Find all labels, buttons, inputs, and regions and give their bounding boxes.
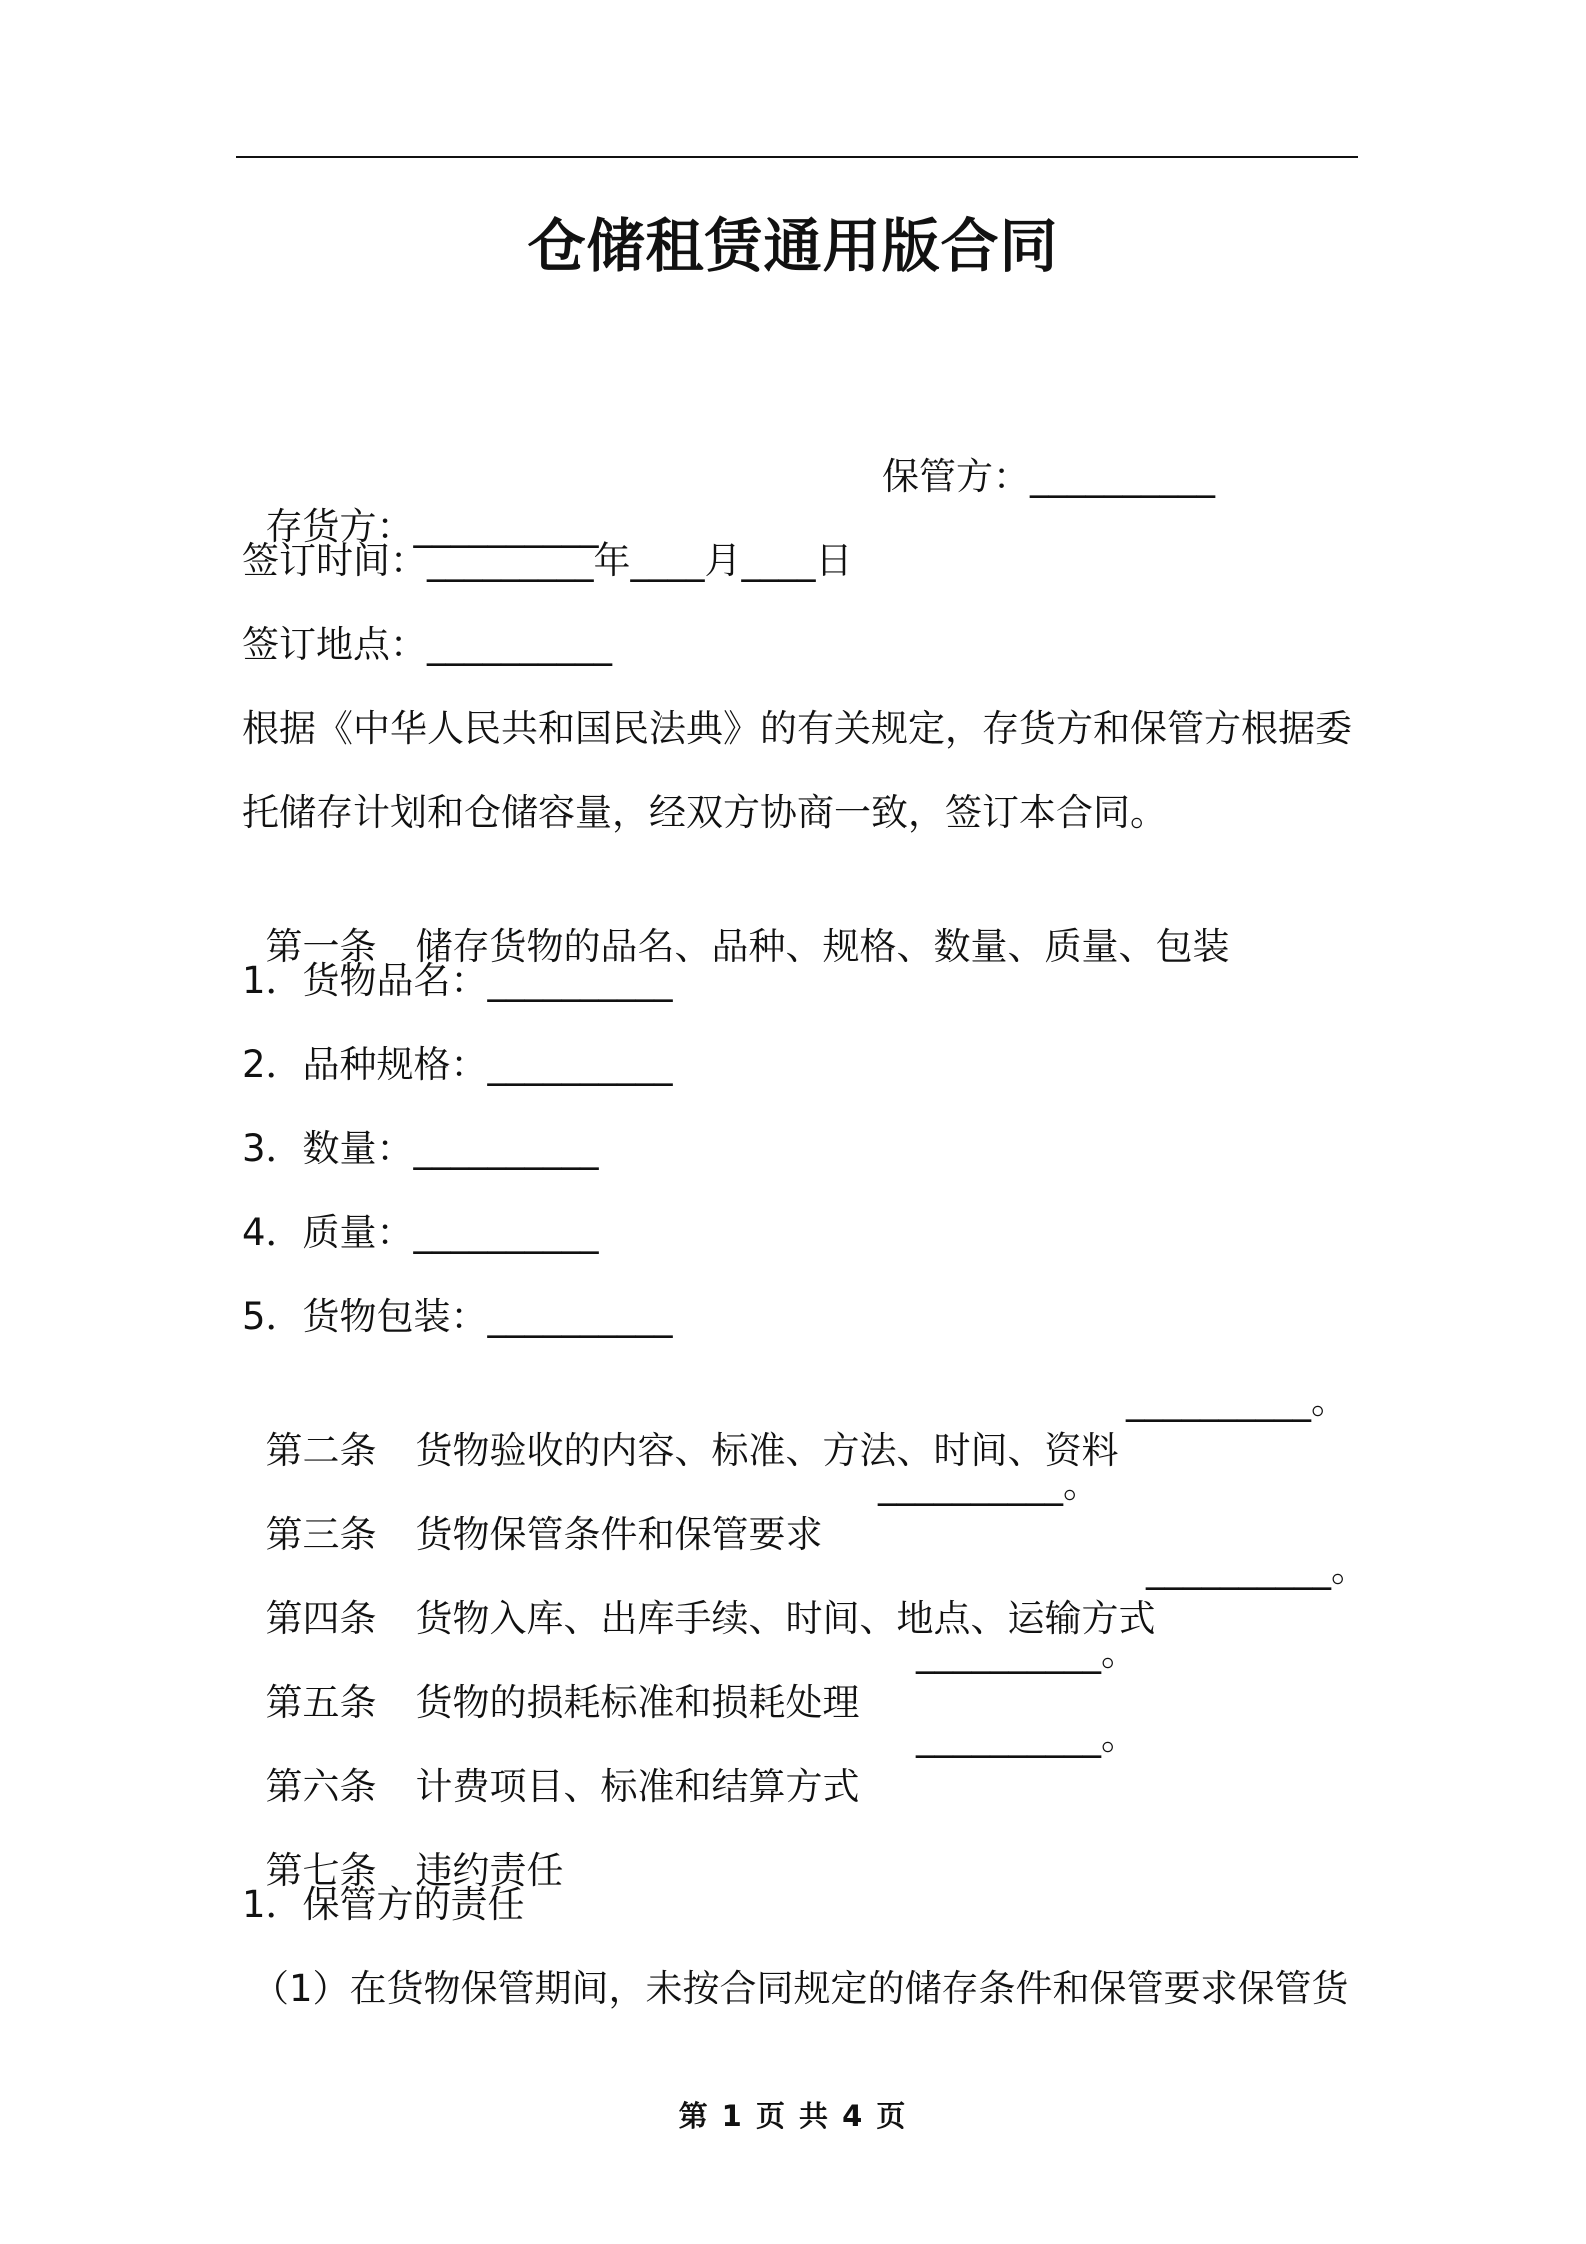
article-6-number: 第六条 bbox=[265, 1765, 377, 1808]
article-5-number: 第五条 bbox=[265, 1681, 377, 1724]
article-5-text: 货物的损耗标准和损耗处理 bbox=[415, 1681, 860, 1724]
article-4-text: 货物入库、出库手续、时间、地点、运输方式 bbox=[415, 1597, 1156, 1640]
item-quality: 4．质量：__________ bbox=[242, 1211, 599, 1254]
keeper-blank: __________ bbox=[1030, 455, 1215, 498]
article-2-blank: __________。 bbox=[1126, 1379, 1348, 1422]
keeper-liability-heading: 1．保管方的责任 bbox=[242, 1883, 525, 1926]
item-quantity: 3．数量：__________ bbox=[242, 1127, 599, 1170]
preamble-line-1: 根据《中华人民共和国民法典》的有关规定，存货方和保管方根据委 bbox=[242, 707, 1352, 750]
header-rule bbox=[236, 156, 1358, 158]
article-2-number: 第二条 bbox=[265, 1429, 377, 1472]
keeper-liability-clause-1: （1）在货物保管期间，未按合同规定的储存条件和保管要求保管货 bbox=[252, 1967, 1349, 2010]
item-goods-name: 1．货物品名：__________ bbox=[242, 959, 673, 1002]
article-4-blank: __________。 bbox=[1146, 1547, 1368, 1590]
sign-time-line: 签订时间：_________年____月____日 bbox=[242, 539, 853, 582]
document-title: 仓储租赁通用版合同 bbox=[527, 212, 1059, 280]
article-7-text: 违约责任 bbox=[415, 1849, 564, 1892]
article-7-number: 第七条 bbox=[265, 1849, 377, 1892]
sign-place-line: 签订地点：__________ bbox=[242, 623, 612, 666]
article-3-text: 货物保管条件和保管要求 bbox=[415, 1513, 823, 1556]
depositor-blank: __________ bbox=[413, 505, 599, 548]
article-6-blank: __________。 bbox=[916, 1715, 1138, 1758]
article-1-number: 第一条 bbox=[265, 925, 377, 968]
page-footer: 第 1 页 共 4 页 bbox=[678, 2099, 908, 2133]
article-1-text: 储存货物的品名、品种、规格、数量、质量、包装 bbox=[415, 925, 1230, 968]
depositor-label: 存货方： bbox=[265, 505, 414, 548]
article-3-number: 第三条 bbox=[265, 1513, 377, 1556]
item-variety-spec: 2．品种规格：__________ bbox=[242, 1043, 673, 1086]
article-4-number: 第四条 bbox=[265, 1597, 377, 1640]
keeper-field bbox=[882, 452, 1215, 502]
article-6-text: 计费项目、标准和结算方式 bbox=[415, 1765, 860, 1808]
article-5-blank: __________。 bbox=[916, 1631, 1138, 1674]
item-packaging: 5．货物包装：__________ bbox=[242, 1295, 673, 1338]
preamble-line-2: 托储存计划和仓储容量，经双方协商一致，签订本合同。 bbox=[242, 791, 1167, 834]
article-2-text: 货物验收的内容、标准、方法、时间、资料 bbox=[415, 1429, 1119, 1472]
keeper-label: 保管方： bbox=[882, 455, 1030, 498]
article-3-blank: __________。 bbox=[878, 1463, 1100, 1506]
